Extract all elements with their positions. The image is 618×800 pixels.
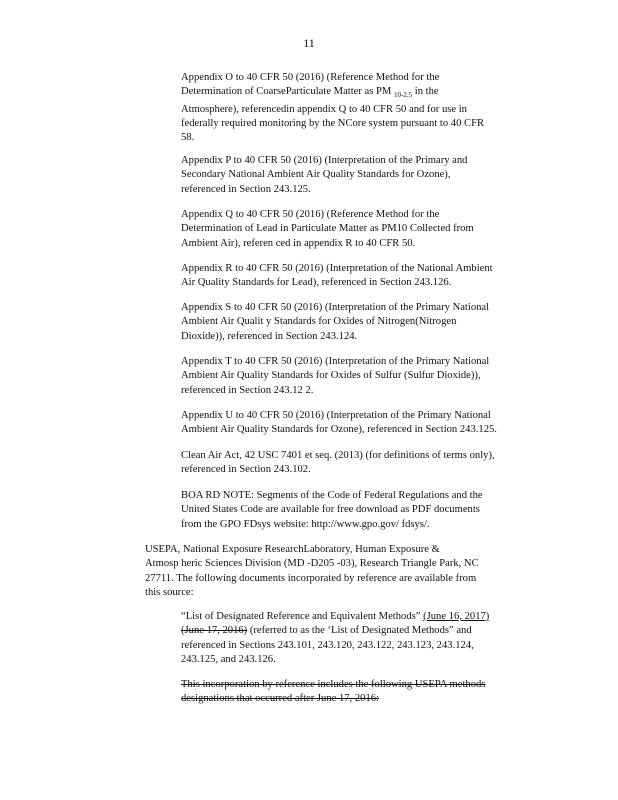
text-line: this source: bbox=[145, 586, 194, 598]
text-line: Appendix U to 40 CFR 50 (2016) (Interpretation of the Primary National bbox=[181, 410, 491, 421]
text-line: 58. bbox=[181, 132, 195, 144]
deleted-text-line: designations that occurred after June 17, 2016: bbox=[181, 693, 379, 705]
appendix-u-paragraph bbox=[181, 409, 541, 438]
text-line: Ambient Air), referen ced in appendix R to 40 CFR 50. bbox=[181, 237, 416, 249]
deleted-text-line: This incorporation by reference includes the following USEPA methods bbox=[181, 679, 486, 690]
inserted-text: (June 16, 2017) bbox=[423, 611, 490, 622]
text-line: Appendix R to 40 CFR 50 (2016) (Interpretation of the National Ambient bbox=[181, 263, 493, 274]
text-line: referenced in Section 243.125. bbox=[181, 183, 311, 195]
text-line: Appendix T to 40 CFR 50 (2016) (Interpretation of the Primary National bbox=[181, 356, 490, 367]
text-line bbox=[181, 85, 541, 102]
text-line: referenced in Section 243.12 2. bbox=[181, 384, 314, 396]
text-line: Appendix P to 40 CFR 50 (2016) (Interpretation of the Primary and bbox=[181, 155, 468, 166]
board-note-paragraph bbox=[181, 489, 541, 532]
text-line: Dioxide)), referenced in Section 243.124. bbox=[181, 330, 358, 342]
text-line: Appendix S to 40 CFR 50 (2016) (Interpretation of the Primary National bbox=[181, 302, 490, 313]
text-run: (referred to as the ‘List of Designated Methods” and bbox=[247, 625, 472, 637]
text-line: Determination of Lead in Particulate Matter as PM10 Collected from bbox=[181, 223, 474, 235]
text-line: Secondary National Ambient Air Quality Standards for Ozone), bbox=[181, 169, 451, 181]
clean-air-act-paragraph bbox=[181, 449, 541, 478]
appendix-r-paragraph bbox=[181, 262, 541, 291]
text-line: from the GPO FDsys website: http://www.gpo.gov/ fdsys/. bbox=[181, 518, 430, 530]
text-line: Ambient Air Quality Standards for Ozone), referenced in Section 243.125. bbox=[181, 424, 497, 436]
text-line: Appendix O to 40 CFR 50 (2016) (Reference Method for the bbox=[181, 72, 440, 83]
text-line: USEPA, National Exposure ResearchLaboratory, Human Exposure & bbox=[145, 544, 440, 555]
list-designated-methods-paragraph bbox=[181, 610, 541, 667]
text-line: BOA RD NOTE: Segments of the Code of Federal Regulations and the bbox=[181, 490, 483, 501]
text-line: federally required monitoring by the NCore system pursuant to 40 CFR bbox=[181, 118, 485, 129]
text-run: in the bbox=[414, 86, 439, 98]
text-line: Ambient Air Quality Standards for Oxides of Sulfur (Sulfur Dioxide)), bbox=[181, 370, 481, 382]
text-line: Appendix Q to 40 CFR 50 (2016) (Reference Method for the bbox=[181, 209, 440, 220]
usepa-source-paragraph bbox=[145, 543, 525, 600]
text-line: Clean Air Act, 42 USC 7401 et seq. (2013) (for definitions of terms only), bbox=[181, 450, 495, 461]
text-line bbox=[181, 610, 541, 624]
appendix-s-paragraph bbox=[181, 301, 541, 344]
text-line: Atmosphere), referencedin appendix Q to 40 CFR 50 and for use in bbox=[181, 103, 467, 115]
text-run: Determination of CoarseParticulate Matter as PM bbox=[181, 86, 392, 98]
text-line: Atmosp heric Sciences Division (MD -D205 -03), Research Triangle Park, NC bbox=[145, 558, 479, 570]
text-line bbox=[181, 624, 541, 638]
text-line: Ambient Air Qualit y Standards for Oxides of Nitrogen(Nitrogen bbox=[181, 316, 457, 328]
appendix-t-paragraph bbox=[181, 355, 541, 398]
appendix-q-paragraph bbox=[181, 208, 541, 251]
deleted-text: (June 17, 2016) bbox=[181, 625, 248, 637]
text-line: referenced in Section 243.102. bbox=[181, 464, 311, 476]
text-run: “List of Designated Reference and Equivalent Methods” bbox=[181, 611, 424, 622]
page-number: 11 bbox=[303, 36, 315, 50]
text-line: referenced in Sections 243.101, 243.120, 243.122, 243.123, 243.124, bbox=[181, 639, 474, 651]
text-line: Air Quality Standards for Lead), referenced in Section 243.126. bbox=[181, 277, 452, 289]
appendix-o-paragraph bbox=[181, 71, 541, 146]
subscript-text: 10-2.5 bbox=[394, 91, 413, 100]
appendix-p-paragraph bbox=[181, 154, 541, 197]
text-line: 243.125, and 243.126. bbox=[181, 653, 276, 665]
text-line: 27711. The following documents incorporated by reference are available from bbox=[145, 572, 477, 584]
struck-incorporation-paragraph bbox=[181, 678, 541, 707]
text-line: United States Code are available for free download as PDF documents bbox=[181, 504, 480, 516]
